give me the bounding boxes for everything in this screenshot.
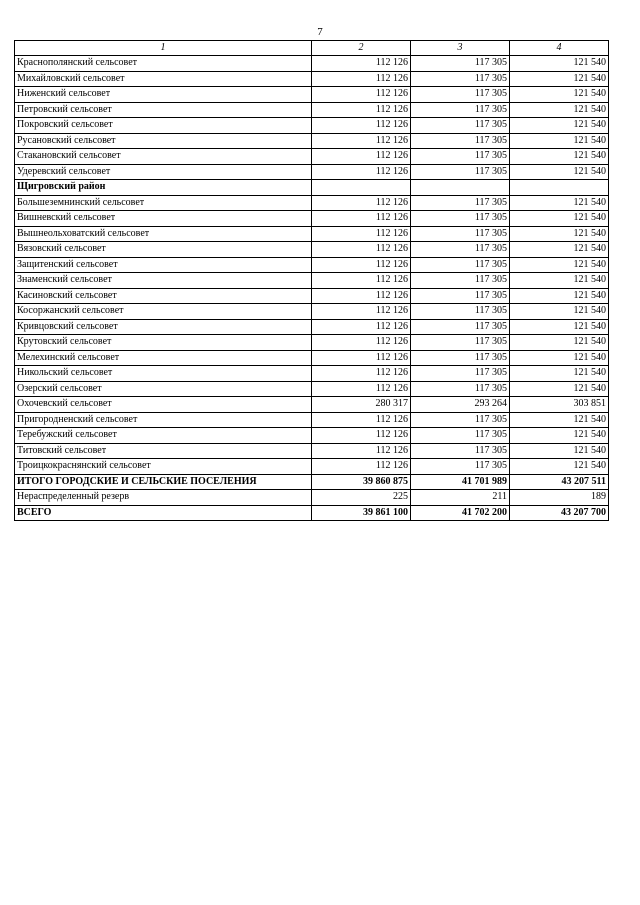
value-2024-cell: 39 861 100 [312, 505, 411, 521]
value-2025-cell: 117 305 [411, 149, 510, 165]
value-2024-cell: 112 126 [312, 366, 411, 382]
row-name-cell: Знаменский сельсовет [15, 273, 312, 289]
value-2025-cell: 117 305 [411, 226, 510, 242]
value-2025-cell: 117 305 [411, 102, 510, 118]
value-2025-cell: 117 305 [411, 257, 510, 273]
column-header-2: 2 [312, 41, 411, 56]
value-2024-cell: 112 126 [312, 102, 411, 118]
total-row [15, 474, 609, 490]
value-2025-cell: 117 305 [411, 87, 510, 103]
value-2026-cell: 121 540 [510, 459, 609, 475]
value-2025-cell: 117 305 [411, 242, 510, 258]
table-row [15, 164, 609, 180]
row-name-cell: Охочевский сельсовет [15, 397, 312, 413]
value-2026-cell: 121 540 [510, 118, 609, 134]
value-2026-cell: 43 207 700 [510, 505, 609, 521]
row-name-cell: Вишневский сельсовет [15, 211, 312, 227]
value-2025-cell: 117 305 [411, 319, 510, 335]
value-2026-cell [510, 180, 609, 196]
value-2026-cell: 121 540 [510, 164, 609, 180]
value-2025-cell: 117 305 [411, 459, 510, 475]
value-2025-cell: 117 305 [411, 350, 510, 366]
value-2026-cell: 121 540 [510, 350, 609, 366]
value-2026-cell: 303 851 [510, 397, 609, 413]
value-2026-cell: 121 540 [510, 443, 609, 459]
value-2024-cell: 225 [312, 490, 411, 506]
value-2024-cell: 112 126 [312, 273, 411, 289]
value-2024-cell: 112 126 [312, 443, 411, 459]
row-name-cell: Русановский сельсовет [15, 133, 312, 149]
value-2026-cell: 189 [510, 490, 609, 506]
value-2024-cell: 112 126 [312, 288, 411, 304]
table-row [15, 366, 609, 382]
column-header-3: 3 [411, 41, 510, 56]
page-number: 7 [317, 26, 323, 38]
table-header-row [15, 41, 609, 56]
table-row [15, 273, 609, 289]
value-2025-cell: 117 305 [411, 164, 510, 180]
row-name-cell: Мелехинский сельсовет [15, 350, 312, 366]
value-2024-cell: 112 126 [312, 412, 411, 428]
row-name-cell: Михайловский сельсовет [15, 71, 312, 87]
row-name-cell: Касиновский сельсовет [15, 288, 312, 304]
row-name-cell: Петровский сельсовет [15, 102, 312, 118]
value-2025-cell: 117 305 [411, 211, 510, 227]
value-2024-cell: 112 126 [312, 428, 411, 444]
row-name-cell: Крутовский сельсовет [15, 335, 312, 351]
table-row [15, 350, 609, 366]
value-2024-cell: 112 126 [312, 118, 411, 134]
value-2026-cell: 121 540 [510, 56, 609, 72]
value-2026-cell: 121 540 [510, 428, 609, 444]
table-row [15, 288, 609, 304]
table-row [15, 242, 609, 258]
value-2024-cell: 112 126 [312, 226, 411, 242]
table-row [15, 226, 609, 242]
value-2025-cell: 117 305 [411, 195, 510, 211]
row-name-cell: Ниженский сельсовет [15, 87, 312, 103]
row-name-cell: Озерский сельсовет [15, 381, 312, 397]
value-2025-cell: 117 305 [411, 443, 510, 459]
row-name-cell: Стакановский сельсовет [15, 149, 312, 165]
value-2024-cell: 112 126 [312, 242, 411, 258]
table-row [15, 71, 609, 87]
table-row [15, 87, 609, 103]
value-2026-cell: 121 540 [510, 87, 609, 103]
value-2024-cell: 112 126 [312, 71, 411, 87]
row-name-cell: Теребужский сельсовет [15, 428, 312, 444]
value-2025-cell: 117 305 [411, 381, 510, 397]
value-2024-cell: 112 126 [312, 133, 411, 149]
value-2026-cell: 121 540 [510, 71, 609, 87]
table-row [15, 381, 609, 397]
row-name-cell: ИТОГО ГОРОДСКИЕ И СЕЛЬСКИЕ ПОСЕЛЕНИЯ [15, 474, 312, 490]
row-name-cell: Вязовский сельсовет [15, 242, 312, 258]
row-name-cell: Покровский сельсовет [15, 118, 312, 134]
row-name-cell: Титовский сельсовет [15, 443, 312, 459]
value-2026-cell: 121 540 [510, 381, 609, 397]
value-2026-cell: 121 540 [510, 149, 609, 165]
value-2026-cell: 121 540 [510, 102, 609, 118]
value-2024-cell: 112 126 [312, 211, 411, 227]
value-2026-cell: 121 540 [510, 133, 609, 149]
budget-table [14, 40, 609, 521]
value-2026-cell: 121 540 [510, 412, 609, 428]
value-2026-cell: 43 207 511 [510, 474, 609, 490]
value-2024-cell: 280 317 [312, 397, 411, 413]
value-2024-cell: 112 126 [312, 195, 411, 211]
value-2025-cell: 117 305 [411, 273, 510, 289]
value-2025-cell: 117 305 [411, 412, 510, 428]
value-2024-cell: 39 860 875 [312, 474, 411, 490]
column-header-4: 4 [510, 41, 609, 56]
value-2025-cell [411, 180, 510, 196]
row-name-cell: Защитенский сельсовет [15, 257, 312, 273]
value-2025-cell: 41 701 989 [411, 474, 510, 490]
table-body [15, 56, 609, 521]
row-name-cell: Никольский сельсовет [15, 366, 312, 382]
table-row [15, 102, 609, 118]
column-header-1: 1 [15, 41, 312, 56]
row-name-cell: Косоржанский сельсовет [15, 304, 312, 320]
table-row [15, 149, 609, 165]
value-2024-cell: 112 126 [312, 350, 411, 366]
value-2025-cell: 41 702 200 [411, 505, 510, 521]
value-2026-cell: 121 540 [510, 226, 609, 242]
section-header-row [15, 180, 609, 196]
value-2025-cell: 117 305 [411, 288, 510, 304]
table-row [15, 428, 609, 444]
value-2024-cell [312, 180, 411, 196]
value-2024-cell: 112 126 [312, 87, 411, 103]
value-2026-cell: 121 540 [510, 273, 609, 289]
value-2025-cell: 211 [411, 490, 510, 506]
value-2024-cell: 112 126 [312, 56, 411, 72]
row-name-cell: Краснополянский сельсовет [15, 56, 312, 72]
value-2026-cell: 121 540 [510, 211, 609, 227]
value-2026-cell: 121 540 [510, 366, 609, 382]
value-2026-cell: 121 540 [510, 288, 609, 304]
value-2025-cell: 117 305 [411, 335, 510, 351]
row-name-cell: Нераспределенный резерв [15, 490, 312, 506]
value-2024-cell: 112 126 [312, 257, 411, 273]
value-2024-cell: 112 126 [312, 381, 411, 397]
value-2024-cell: 112 126 [312, 149, 411, 165]
value-2025-cell: 117 305 [411, 366, 510, 382]
value-2025-cell: 117 305 [411, 71, 510, 87]
table-row [15, 118, 609, 134]
table-row [15, 133, 609, 149]
row-name-cell: Большеземнинский сельсовет [15, 195, 312, 211]
row-name-cell: ВСЕГО [15, 505, 312, 521]
value-2026-cell: 121 540 [510, 242, 609, 258]
value-2024-cell: 112 126 [312, 164, 411, 180]
value-2026-cell: 121 540 [510, 257, 609, 273]
row-name-cell: Вышнеольховатский сельсовет [15, 226, 312, 242]
value-2026-cell: 121 540 [510, 319, 609, 335]
value-2024-cell: 112 126 [312, 319, 411, 335]
row-name-cell: Удеревский сельсовет [15, 164, 312, 180]
row-name-cell: Троицкокраснянский сельсовет [15, 459, 312, 475]
table-row [15, 319, 609, 335]
table-row [15, 257, 609, 273]
value-2024-cell: 112 126 [312, 335, 411, 351]
value-2026-cell: 121 540 [510, 304, 609, 320]
value-2025-cell: 117 305 [411, 56, 510, 72]
value-2026-cell: 121 540 [510, 195, 609, 211]
row-name-cell: Щигровский район [15, 180, 312, 196]
row-name-cell: Пригородненский сельсовет [15, 412, 312, 428]
table-row [15, 412, 609, 428]
value-2026-cell: 121 540 [510, 335, 609, 351]
value-2025-cell: 293 264 [411, 397, 510, 413]
value-2025-cell: 117 305 [411, 428, 510, 444]
row-name-cell: Кривцовский сельсовет [15, 319, 312, 335]
table-row [15, 459, 609, 475]
table-row [15, 211, 609, 227]
table-row [15, 443, 609, 459]
value-2025-cell: 117 305 [411, 118, 510, 134]
table-row [15, 397, 609, 413]
table-row [15, 335, 609, 351]
table-row [15, 304, 609, 320]
value-2025-cell: 117 305 [411, 133, 510, 149]
table-row [15, 490, 609, 506]
value-2024-cell: 112 126 [312, 459, 411, 475]
total-row [15, 505, 609, 521]
value-2024-cell: 112 126 [312, 304, 411, 320]
table-row [15, 56, 609, 72]
table-row [15, 195, 609, 211]
value-2025-cell: 117 305 [411, 304, 510, 320]
